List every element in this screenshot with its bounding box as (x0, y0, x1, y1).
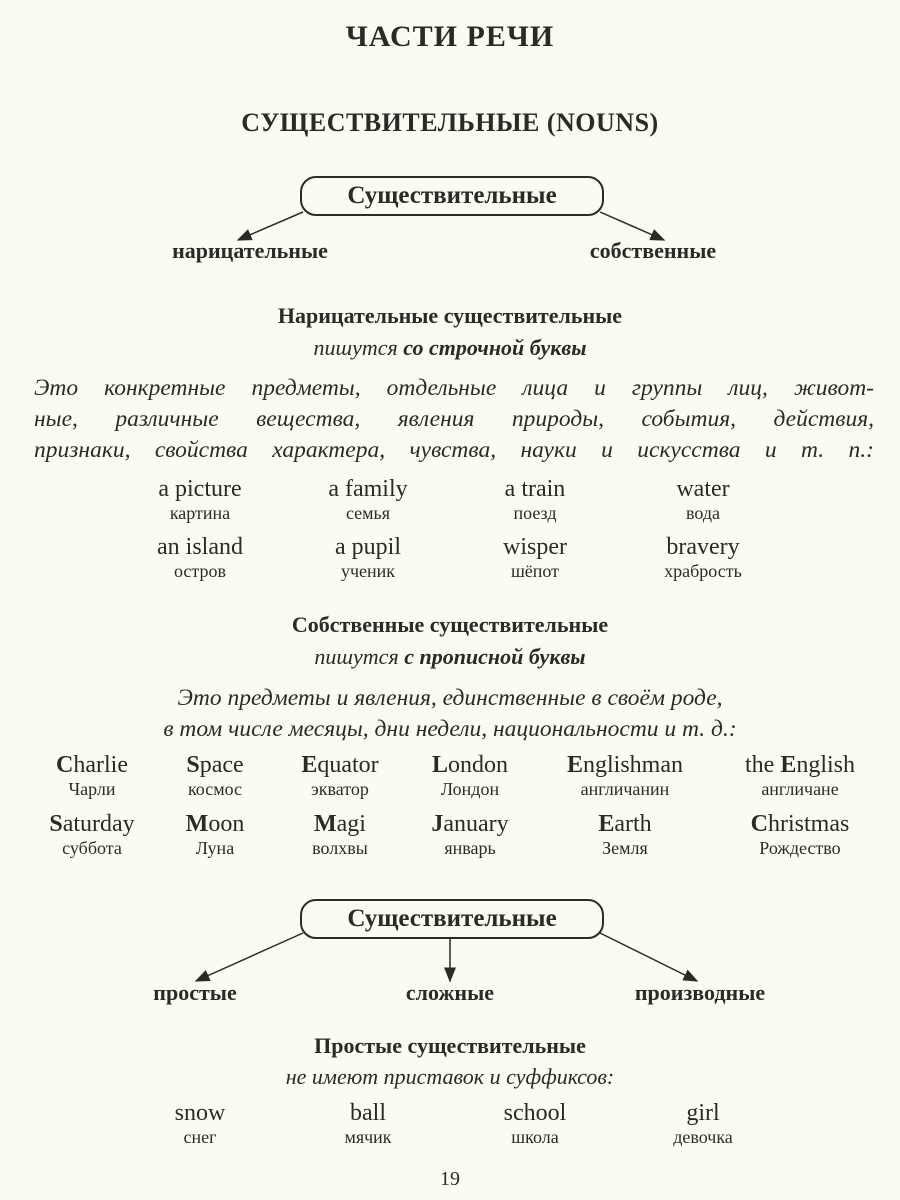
arrow-to-simple (196, 933, 303, 981)
common-example: wisper шёпот (503, 534, 567, 581)
simple-example: snow снег (174, 1100, 226, 1147)
nouns-root-box: Существительные (300, 176, 604, 216)
page-number: 19 (440, 1168, 460, 1190)
proper-section-title: Собственные существительные (291, 612, 609, 637)
simple-example: school школа (503, 1100, 567, 1147)
proper-example: London Лондон (431, 752, 508, 799)
proper-example: Christmas Рождество (750, 811, 850, 858)
common-example: a family семья (328, 476, 408, 523)
common-section-title: Нарицательные существительные (277, 303, 623, 328)
proper-example: Saturday суббота (49, 811, 135, 858)
page-title: ЧАСТИ РЕЧИ (345, 20, 555, 53)
common-example: water вода (676, 476, 730, 523)
proper-description (0, 683, 900, 745)
proper-example: Earth Земля (598, 811, 652, 858)
proper-example: Space космос (186, 752, 244, 799)
derived-nouns-label: производные (634, 980, 766, 1005)
proper-example: Magi волхвы (312, 811, 368, 858)
simple-section-note: не имеют приставок и суффиксов: (285, 1064, 615, 1089)
proper-line: в том числе месяцы, дни недели, национальности и т. д.: (163, 716, 737, 742)
common-nouns-label: нарицательные (172, 238, 328, 263)
proper-section-note: пишутся с прописной буквы (314, 644, 586, 669)
proper-example: Englishman англичанин (566, 752, 683, 799)
common-example: a picture картина (158, 476, 242, 523)
arrow-to-derived (600, 933, 697, 981)
proper-example: Moon Луна (185, 811, 245, 858)
arrow-to-common (238, 212, 303, 240)
proper-example: the English англичане (744, 752, 856, 799)
proper-line: Это предметы и явления, единственные в своём роде, (177, 685, 723, 711)
common-example: bravery храбрость (664, 534, 742, 581)
common-example: a train поезд (504, 476, 566, 523)
section-title: СУЩЕСТВИТЕЛЬНЫЕ (NOUNS) (241, 108, 659, 137)
proper-example: Equator экватор (301, 752, 379, 799)
compound-nouns-label: сложные (405, 980, 495, 1005)
common-section-note: пишутся со строчной буквы (313, 335, 587, 360)
simple-example: ball мячик (344, 1100, 392, 1147)
common-example: a pupil ученик (335, 534, 401, 581)
simple-nouns-label: простые (153, 980, 237, 1005)
common-line: ные, различные вещества, явления природы, события, действия, (34, 406, 874, 432)
arrow-to-proper (600, 212, 664, 240)
simple-section-title: Простые существительные (314, 1033, 586, 1058)
nouns-structure-root-box: Существительные (300, 899, 604, 939)
proper-example: January январь (431, 811, 509, 858)
common-line: Это конкретные предметы, отдельные лица и группы лиц, живот- (34, 375, 874, 401)
proper-example: Charlie Чарли (56, 752, 128, 799)
common-line: признаки, свойства характера, чувства, науки и искусства и т. п.: (34, 437, 874, 463)
proper-nouns-label: собственные (589, 238, 717, 263)
simple-example: girl девочка (673, 1100, 733, 1147)
common-example: an island остров (157, 534, 243, 581)
common-description (34, 373, 874, 466)
